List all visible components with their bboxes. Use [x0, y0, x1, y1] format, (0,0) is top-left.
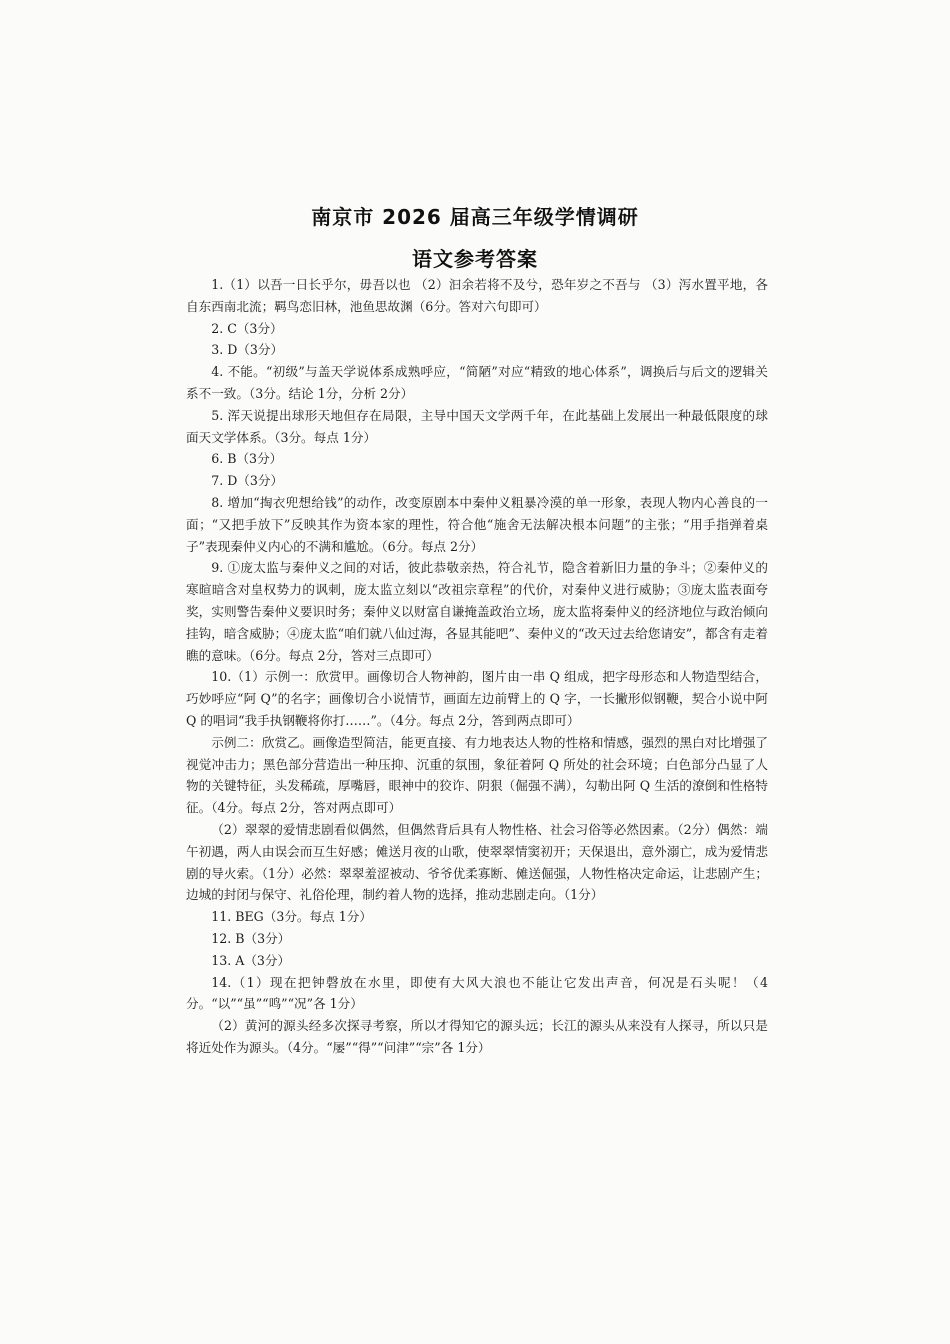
answer-item: 6. B（3分）: [211, 451, 283, 467]
answer-item: 1.（1）以吾一日长乎尔，毋吾以也 （2）汩余若将不及兮，恐年岁之不吾与 （3）泻水置平地，各自东西南北流；羁鸟恋旧林，池鱼思故渊（6分。答对六句即可）: [186, 277, 768, 314]
answer-list: [186, 274, 773, 1059]
answer-item: 8. 增加“掏衣兜想给钱”的动作，改变原剧本中秦仲义粗暴冷漠的单一形象，表现人物内心善良的一面；“又把手放下”反映其作为资本家的理性，符合他“施舍无法解决根本问题”的主张；“用手指弹着桌子”表现秦仲义内心的不满和尴尬。（6分。每点 2分）: [186, 494, 768, 554]
answer-item: （2）翠翠的爱情悲剧看似偶然，但偶然背后具有人物性格、社会习俗等必然因素。（2分）偶然：端午初遇，两人由误会而互生好感；傩送月夜的山歌，使翠翠情窦初开；天保退出，意外溺亡，成为爱情悲剧的导火索。（1分）必然：翠翠羞涩被动、爷爷优柔寡断、傩送倔强，人物性格决定命运，让悲剧产生；边城的封闭与保守、礼俗伦理，制约着人物的选择，推动悲剧走向。（1分）: [186, 821, 768, 903]
answer-item: 示例二：欣赏乙。画像造型简洁，能更直接、有力地表达人物的性格和情感，强烈的黑白对比增强了视觉冲击力；黑色部分营造出一种压抑、沉重的氛围，象征着阿 Q 所处的社会环境；白色部分凸显了人物的关键特征，头发稀疏，厚嘴唇，眼神中的狡诈、阴狠（倔强不满），勾勒出阿 Q 生活的潦倒和性格特征。（4分。每点 2分，答对两点即可）: [186, 734, 768, 816]
answer-item: 9. ①庞太监与秦仲义之间的对话，彼此恭敬亲热，符合礼节，隐含着新旧力量的争斗；②秦仲义的寒暄暗含对皇权势力的讽刺，庞太监立刻以“改祖宗章程”的代价，对秦仲义进行威胁；③庞太监表面夸奖，实则警告秦仲义要识时务；秦仲义以财富自谦掩盖政治立场，庞太监将秦仲义的经济地位与政治倾向挂钩，暗含威胁；④庞太监“咱们就八仙过海，各显其能吧”、秦仲义的“改天过去给您请安”，都含有走着瞧的意味。（6分。每点 2分，答对三点即可）: [186, 560, 768, 663]
answer-item: 4. 不能。“初级”与盖天学说体系成熟呼应，“简陋”对应“精致的地心体系”，调换后与后文的逻辑关系不一致。（3分。结论 1分，分析 2分）: [186, 364, 768, 401]
answer-item: （2）黄河的源头经多次探寻考察，所以才得知它的源头远；长江的源头从来没有人探寻，所以只是将近处作为源头。（4分。“屡”“得”“问津”“宗”各 1分）: [186, 1018, 768, 1055]
answer-item: 7. D（3分）: [211, 473, 284, 489]
answer-item: 11. BEG（3分。每点 1分）: [211, 909, 372, 925]
answer-item: 13. A（3分）: [211, 952, 291, 968]
answer-item: 3. D（3分）: [211, 342, 284, 358]
page-title: 南京市 2026 届高三年级学情调研: [311, 205, 639, 229]
answer-item: 14.（1）现在把钟磬放在水里，即使有大风大浪也不能让它发出声音，何况是石头呢！（4分。“以”“虽”“鸣”“况”各 1分）: [186, 974, 768, 1012]
answer-item: 2. C（3分）: [211, 320, 283, 336]
page-subtitle: 语文参考答案: [412, 247, 538, 271]
answer-item: 5. 浑天说提出球形天地但存在局限，主导中国天文学两千年，在此基础上发展出一种最低限度的球面天文学体系。（3分。每点 1分）: [186, 407, 768, 445]
answer-item: 12. B（3分）: [211, 930, 291, 946]
answer-item: 10.（1）示例一：欣赏甲。画像切合人物神韵，图片由一串 Q 组成，把字母形态和人物造型结合，巧妙呼应“阿 Q”的名字；画像切合小说情节，画面左边前臂上的 Q 字，一长撇形似钢鞭，契合小说中阿 Q 的唱词“我手执钢鞭将你打……”。（4分。每点 2分，答到两点即可）: [186, 669, 773, 728]
